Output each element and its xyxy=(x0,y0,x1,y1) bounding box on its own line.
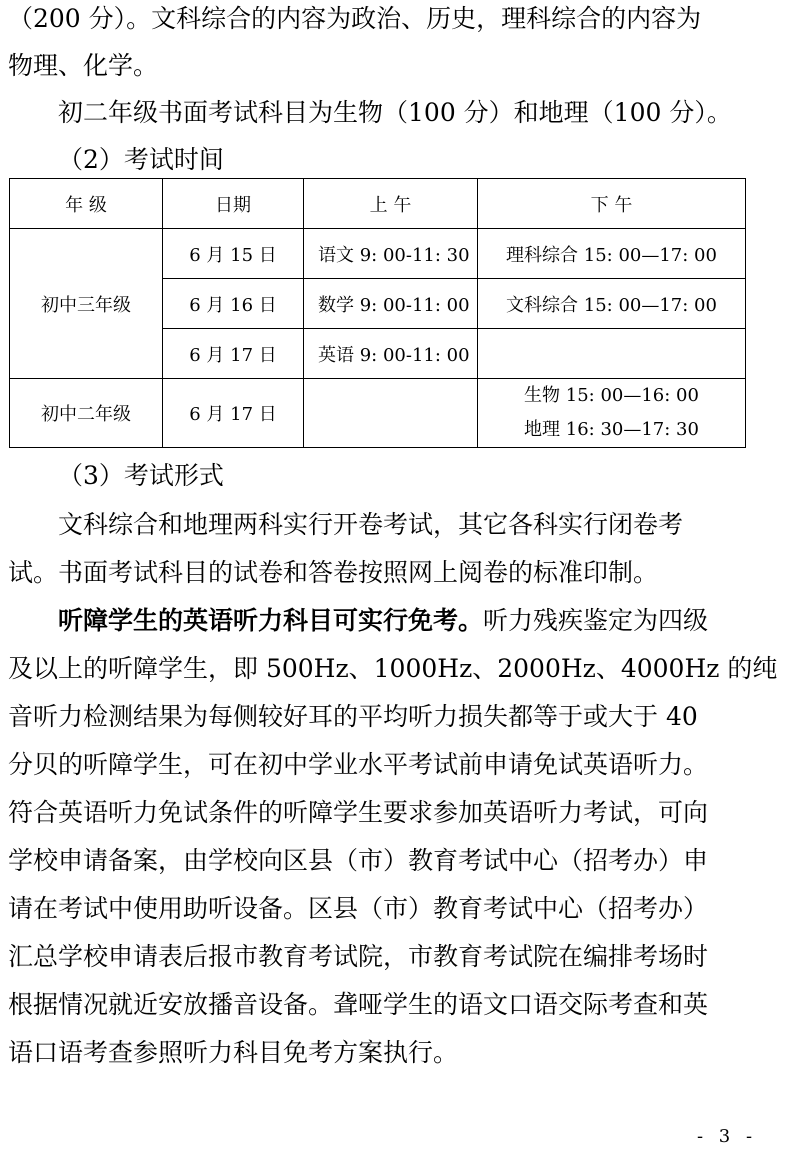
para2-line-10: 语口语考查参照听力科目免考方案执行。 xyxy=(8,1038,459,1067)
morning-cell: 数学 9: 00-11: 00 xyxy=(304,279,478,329)
header-date: 日期 xyxy=(163,179,304,229)
afternoon-cell xyxy=(478,329,746,379)
header-morning: 上 午 xyxy=(304,179,478,229)
para2-line-1-rest: 听力残疾鉴定为四级 xyxy=(483,606,709,635)
exam-schedule-table xyxy=(9,178,746,448)
section-heading-exam-format: （3）考试形式 xyxy=(58,461,224,490)
table-row xyxy=(10,229,746,279)
afternoon-biology: 生物 15: 00—16: 00 xyxy=(524,385,699,406)
morning-cell: 英语 9: 00-11: 00 xyxy=(304,329,478,379)
para2-line-5: 符合英语听力免试条件的听障学生要求参加英语听力考试，可向 xyxy=(8,798,709,827)
hearing-exemption-heading: 听障学生的英语听力科目可实行免考。 xyxy=(58,606,484,635)
afternoon-cell: 理科综合 15: 00—17: 00 xyxy=(478,229,746,279)
section-heading-exam-time: （2）考试时间 xyxy=(58,145,224,174)
para2-line-4: 分贝的听障学生，可在初中学业水平考试前申请免试英语听力。 xyxy=(8,750,709,779)
afternoon-cell xyxy=(478,379,746,448)
morning-cell: 语文 9: 00-11: 30 xyxy=(304,229,478,279)
para2-line-7: 请在考试中使用助听设备。区县（市）教育考试中心（招考办） xyxy=(8,894,709,923)
intro-line-1: （200 分）。文科综合的内容为政治、历史，理科综合的内容为 xyxy=(8,4,702,33)
afternoon-cell: 文科综合 15: 00—17: 00 xyxy=(478,279,746,329)
para2-line-9: 根据情况就近安放播音设备。聋哑学生的语文口语交际考查和英 xyxy=(8,990,709,1019)
table-row xyxy=(10,379,746,448)
table-header-row xyxy=(10,179,746,229)
header-afternoon: 下 午 xyxy=(478,179,746,229)
intro-line-2: 物理、化学。 xyxy=(8,51,159,80)
afternoon-geography: 地理 16: 30—17: 30 xyxy=(524,419,699,440)
date-cell: 6 月 17 日 xyxy=(163,329,304,379)
page-number: - 3 - xyxy=(697,1126,758,1147)
morning-cell xyxy=(304,379,478,448)
intro-line-3: 初二年级书面考试科目为生物（100 分）和地理（100 分）。 xyxy=(58,98,732,127)
date-cell: 6 月 17 日 xyxy=(163,379,304,448)
para2-line-6: 学校申请备案，由学校向区县（市）教育考试中心（招考办）申 xyxy=(8,846,709,875)
para2-line-2: 及以上的听障学生，即 500Hz、1000Hz、2000Hz、4000Hz 的纯 xyxy=(8,654,778,683)
para2-line-1 xyxy=(58,606,752,636)
para2-line-8: 汇总学校申请表后报市教育考试院，市教育考试院在编排考场时 xyxy=(8,942,709,971)
grade-nine-cell: 初中三年级 xyxy=(10,229,163,379)
para1-line-2: 试。书面考试科目的试卷和答卷按照网上阅卷的标准印制。 xyxy=(8,558,659,587)
para1-line-1: 文科综合和地理两科实行开卷考试，其它各科实行闭卷考 xyxy=(58,510,684,539)
header-grade: 年 级 xyxy=(10,179,163,229)
grade-eight-cell: 初中二年级 xyxy=(10,379,163,448)
para2-line-3: 音听力检测结果为每侧较好耳的平均听力损失都等于或大于 40 xyxy=(8,702,698,731)
date-cell: 6 月 15 日 xyxy=(163,229,304,279)
date-cell: 6 月 16 日 xyxy=(163,279,304,329)
